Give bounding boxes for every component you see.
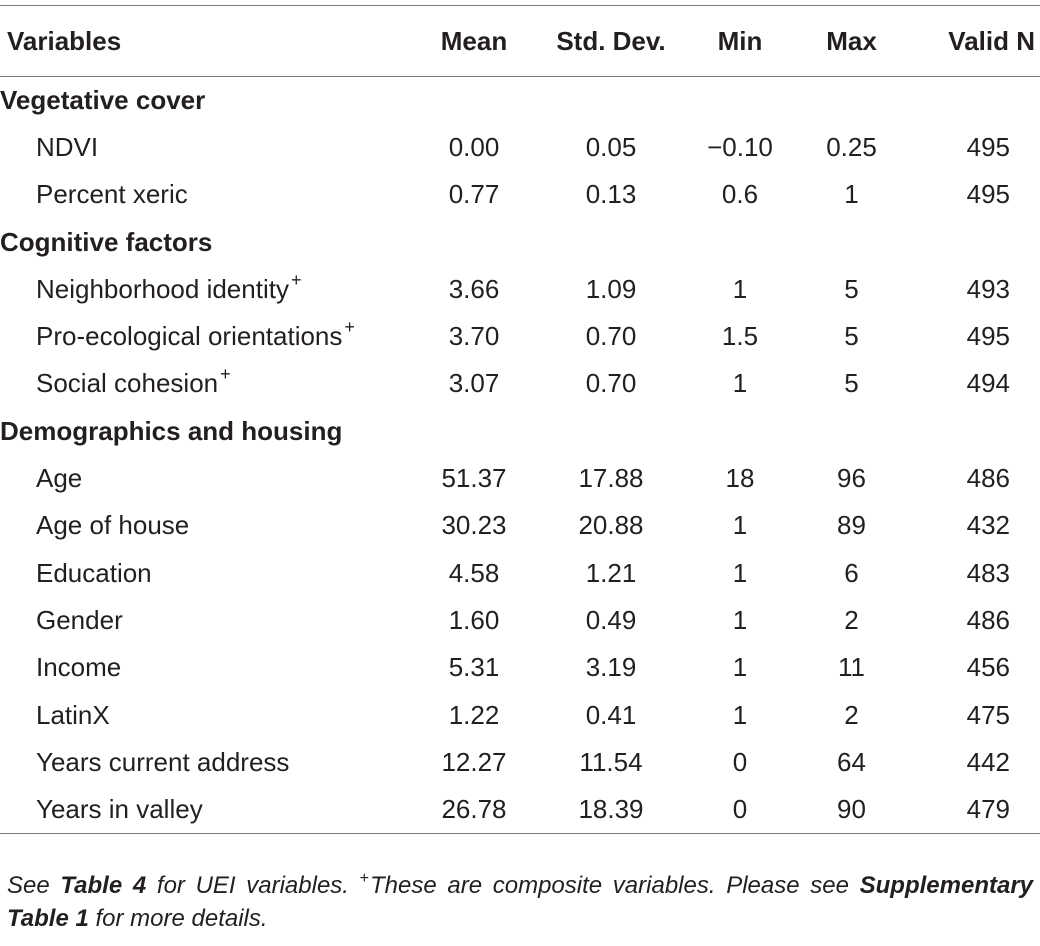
cell-min: 1	[732, 273, 748, 304]
composite-marker: +	[220, 364, 231, 385]
cell-valid-n: 442	[966, 746, 1010, 777]
group-header-row	[0, 218, 1040, 265]
table-footnote	[7, 869, 1033, 935]
cell-max: 0.25	[826, 131, 877, 162]
cell-min: 1	[732, 510, 748, 541]
variable-name: Education	[36, 557, 152, 588]
cell-std-dev: 0.70	[585, 321, 637, 352]
header-row	[0, 6, 1040, 77]
cell-std-dev: 1.09	[585, 273, 637, 304]
variable-name: Years current address	[36, 746, 290, 777]
cell-std-dev: 0.41	[585, 699, 637, 730]
cell-mean: 0.77	[448, 179, 500, 210]
cell-min: 0	[732, 746, 748, 777]
cell-std-dev: 17.88	[578, 463, 644, 494]
variable-name: Age	[36, 463, 83, 494]
cell-min: 0	[732, 793, 748, 824]
cell-std-dev: 1.21	[585, 557, 637, 588]
footnote-text: See	[7, 872, 61, 899]
cell-mean: 1.60	[448, 604, 500, 635]
cell-valid-n: 432	[966, 510, 1010, 541]
composite-marker: +	[344, 317, 355, 338]
table-row	[0, 691, 1040, 738]
footnote-text: for more details.	[88, 905, 268, 932]
variable-name: Neighborhood identity	[36, 273, 289, 304]
variable-name: Pro-ecological orientations	[36, 321, 343, 352]
cell-std-dev: 3.19	[585, 652, 637, 683]
cell-min: 1	[732, 557, 748, 588]
cell-valid-n: 486	[966, 604, 1010, 635]
cell-min: 0.6	[721, 179, 759, 210]
cell-std-dev: 0.49	[585, 604, 637, 635]
cell-mean: 0.00	[448, 131, 500, 162]
cell-mean: 12.27	[441, 746, 507, 777]
header-max: Max	[794, 6, 909, 77]
table-row	[0, 739, 1040, 786]
header-variables: Variables	[0, 6, 412, 77]
cell-valid-n: 479	[966, 793, 1010, 824]
variable-name: Years in valley	[36, 793, 203, 824]
cell-max: 96	[837, 463, 866, 494]
cell-std-dev: 20.88	[578, 510, 644, 541]
cell-min: 18	[725, 463, 755, 494]
cell-std-dev: 0.05	[585, 131, 637, 162]
cell-std-dev: 18.39	[578, 793, 644, 824]
variable-name: Percent xeric	[36, 179, 188, 210]
cell-mean: 26.78	[441, 793, 507, 824]
footnote-text: for UEI variables.	[146, 872, 360, 899]
header-mean: Mean	[412, 6, 536, 77]
cell-mean: 30.23	[441, 510, 507, 541]
cell-variable	[0, 124, 412, 171]
cell-min: 1.5	[721, 321, 759, 352]
cell-std-dev: 11.54	[579, 746, 643, 777]
cell-mean: 3.07	[448, 368, 500, 399]
cell-max: 2	[844, 699, 859, 730]
cell-std-dev: 0.13	[585, 179, 637, 210]
table-body	[0, 77, 1040, 834]
variable-name: Social cohesion	[36, 368, 219, 399]
cell-max: 64	[837, 746, 866, 777]
cell-variable	[0, 739, 412, 786]
cell-valid-n: 495	[966, 321, 1010, 352]
cell-mean: 3.70	[448, 321, 500, 352]
variable-name: Gender	[36, 604, 123, 635]
cell-std-dev: 0.70	[585, 368, 637, 399]
table-row	[0, 266, 1040, 313]
cell-valid-n: 486	[966, 463, 1010, 494]
cell-min: 1	[732, 368, 748, 399]
cell-variable	[0, 360, 412, 407]
cell-variable	[0, 597, 412, 644]
composite-marker: +	[359, 870, 369, 887]
cell-variable	[0, 455, 412, 502]
cell-variable	[0, 171, 412, 218]
header-min: Min	[686, 6, 794, 77]
table-row	[0, 455, 1040, 502]
variable-name: Income	[36, 652, 122, 683]
supplementary-table-reference: Supplementary Table 1	[7, 872, 1034, 932]
cell-valid-n: 495	[966, 131, 1010, 162]
cell-max: 5	[844, 321, 859, 352]
group-header-row	[0, 408, 1040, 455]
group-header-row	[0, 77, 1040, 124]
header-std-dev: Std. Dev.	[536, 6, 686, 77]
cell-variable	[0, 549, 412, 596]
cell-mean: 5.31	[448, 652, 500, 683]
table-row	[0, 597, 1040, 644]
cell-valid-n: 475	[966, 699, 1010, 730]
table-row	[0, 549, 1040, 596]
variable-name: Age of house	[36, 510, 190, 541]
cell-valid-n: 456	[966, 652, 1010, 683]
cell-mean: 3.66	[448, 273, 500, 304]
cell-min: 1	[732, 699, 748, 730]
variable-name: NDVI	[36, 131, 99, 162]
cell-valid-n: 483	[966, 557, 1010, 588]
cell-variable	[0, 266, 412, 313]
header-valid-n: Valid N	[909, 6, 1040, 77]
table-row	[0, 171, 1040, 218]
table-row	[0, 360, 1040, 407]
cell-max: 6	[844, 557, 859, 588]
footnote-text: These are composite variables. Please see	[370, 872, 860, 899]
cell-mean: 51.37	[441, 463, 507, 494]
cell-min: 1	[732, 604, 748, 635]
group-title: Demographics and housing	[0, 415, 343, 446]
cell-max: 89	[837, 510, 866, 541]
cell-max: 1	[844, 179, 859, 210]
cell-max: 90	[837, 793, 866, 824]
cell-variable	[0, 313, 412, 360]
cell-variable	[0, 644, 412, 691]
table-4-reference: Table 4	[60, 872, 147, 899]
cell-max: 5	[844, 273, 859, 304]
table-row	[0, 502, 1040, 549]
cell-mean: 1.22	[448, 699, 500, 730]
composite-marker: +	[290, 269, 302, 290]
cell-valid-n: 495	[966, 179, 1010, 210]
cell-max: 11	[838, 652, 865, 683]
table-row	[0, 786, 1040, 833]
cell-variable	[0, 691, 412, 738]
table-row	[0, 644, 1040, 691]
group-title: Vegetative cover	[0, 84, 206, 115]
cell-variable	[0, 502, 412, 549]
cell-min: 1	[732, 652, 748, 683]
cell-valid-n: 493	[966, 273, 1010, 304]
group-title: Cognitive factors	[0, 226, 213, 257]
table-row	[0, 124, 1040, 171]
cell-max: 5	[844, 368, 859, 399]
descriptive-statistics-table	[0, 5, 1040, 834]
cell-min: −0.10	[707, 131, 773, 162]
cell-max: 2	[844, 604, 859, 635]
table-row	[0, 313, 1040, 360]
variable-name: LatinX	[36, 699, 110, 730]
cell-variable	[0, 786, 412, 833]
cell-mean: 4.58	[448, 557, 500, 588]
cell-valid-n: 494	[966, 368, 1010, 399]
